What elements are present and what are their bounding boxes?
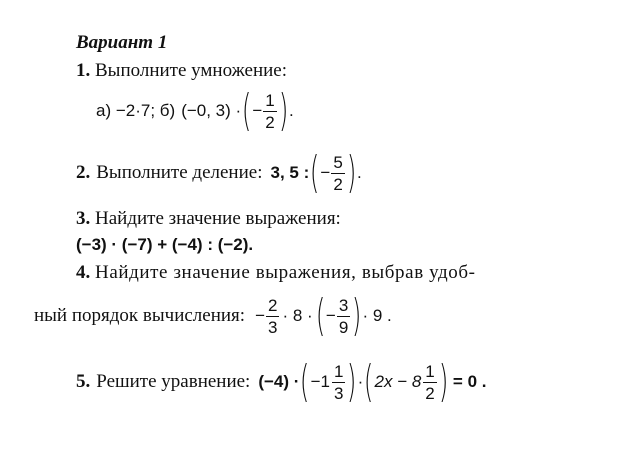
fraction-numerator: 1 (425, 361, 435, 381)
paren-open: ( (364, 356, 374, 407)
fraction-numerator: 2 (268, 295, 278, 315)
fraction-denominator: 2 (425, 383, 435, 403)
task-5-pre: (−4) · (258, 372, 300, 391)
task-4-end: · 9 . (362, 306, 392, 325)
task-2-fraction (331, 154, 344, 193)
task-5-mixed-number-1 (311, 363, 347, 402)
task-4-fraction-2 (337, 297, 350, 336)
paren-close: ) (347, 356, 357, 407)
task-3-expression: (−3) · (−7) + (−4) : (−2). (76, 235, 254, 254)
task-2-line (76, 148, 362, 198)
fraction-denominator: 3 (334, 383, 344, 403)
task-3-number: 3. (76, 208, 91, 229)
task-4-text: Найдите значение выражения, выбрав удоб- (95, 262, 476, 283)
task-1-fraction (263, 92, 276, 131)
task-2-text: Выполните деление: (96, 162, 263, 183)
task-5-end: = 0 . (452, 372, 487, 391)
task-3-text: Найдите значение выражения: (95, 208, 341, 229)
task-4-heading (76, 262, 476, 284)
fraction-numerator: 1 (265, 90, 275, 110)
task-4-number: 4. (76, 262, 91, 283)
task-5-text: Решите уравнение: (96, 371, 251, 392)
task-4-mid: · 8 · (282, 306, 313, 325)
task-5-mid: · (357, 372, 364, 391)
paren-open: ( (300, 356, 310, 407)
task-4-text2: ный порядок вычисления: (34, 305, 246, 326)
fraction-denominator: 9 (338, 317, 349, 337)
paren-open: ( (315, 290, 326, 341)
term-text: 2x − 8 (374, 372, 422, 391)
task-1-expr-pre: (−0, 3) · (181, 101, 242, 120)
task-1-heading (76, 60, 287, 82)
task-1-text: Выполните умножение: (95, 60, 287, 81)
task-1-end: . (288, 101, 294, 120)
variant-title: Вариант 1 (76, 32, 168, 53)
task-5-fraction-2 (423, 363, 436, 402)
task-2-end: . (356, 163, 362, 182)
task-4-sign2: − (325, 306, 336, 325)
task-5-fraction-1 (332, 363, 345, 402)
task-4-expression-line (34, 290, 392, 342)
task-1-part-a: а) −2·7; б) (96, 101, 176, 120)
fraction-denominator: 2 (265, 112, 275, 132)
task-1-frac-sign: − (252, 101, 263, 120)
fraction-numerator: 3 (338, 295, 349, 315)
fraction-numerator: 5 (333, 152, 343, 172)
paren-close: ) (346, 147, 357, 198)
task-2-number: 2. (76, 162, 91, 183)
fraction-denominator: 2 (333, 174, 343, 194)
task-2-frac-sign: − (320, 163, 331, 182)
task-5-number: 5. (76, 371, 91, 392)
paren-open: ( (242, 85, 252, 136)
task-4-fraction-1 (266, 297, 279, 336)
task-3-heading (76, 208, 341, 230)
paren-close: ) (438, 356, 449, 407)
task-2-expr-pre: 3, 5 : (270, 163, 310, 182)
task-5-line (76, 356, 486, 408)
paren-close: ) (278, 85, 289, 136)
paren-open: ( (310, 147, 320, 198)
fraction-numerator: 1 (334, 361, 344, 381)
task-5-term (374, 363, 437, 402)
fraction-denominator: 3 (268, 317, 278, 337)
task-1-number: 1. (76, 60, 91, 81)
paren-close: ) (352, 290, 362, 341)
mixed-whole: −1 (310, 372, 330, 391)
task-1-expression (96, 86, 294, 136)
task-4-sign1: − (255, 306, 266, 325)
